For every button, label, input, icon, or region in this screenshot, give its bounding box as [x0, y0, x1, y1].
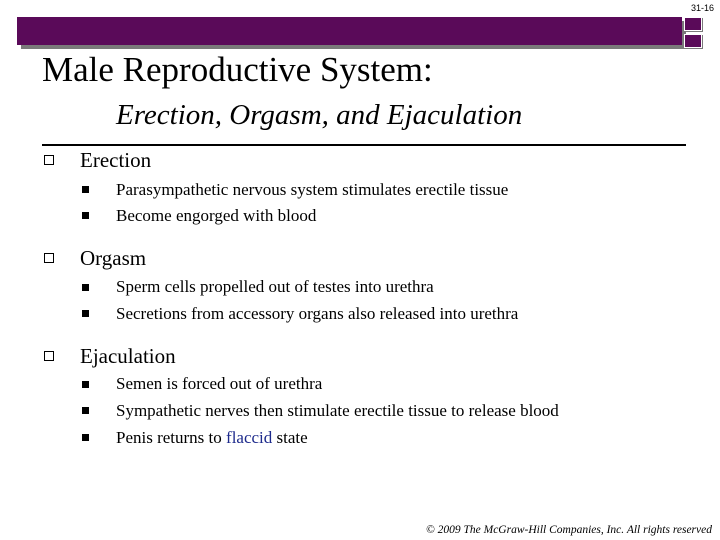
list-item: Semen is forced out of urethra [116, 374, 323, 393]
square-bullet-icon [82, 186, 89, 193]
header-bar [17, 17, 711, 47]
slide-number: 31-16 [690, 3, 714, 13]
list-item: Become engorged with blood [116, 206, 317, 225]
decorative-square-bottom [684, 34, 702, 48]
list-item: Sympathetic nerves then stimulate erectile tissue to release blood [116, 401, 559, 420]
square-bullet-icon [82, 381, 89, 388]
section-heading-ejaculation: Ejaculation [80, 344, 176, 368]
list-item: Secretions from accessory organs also released into urethra [116, 304, 519, 323]
slide-subtitle: Erection, Orgasm, and Ejaculation [116, 99, 523, 131]
square-bullet-icon [82, 407, 89, 414]
copyright-footer: © 2009 The McGraw-Hill Companies, Inc. All rights reserved [426, 524, 712, 536]
square-bullet-icon [82, 310, 89, 317]
decorative-square-top [684, 17, 702, 31]
header-bar-purple [17, 17, 682, 45]
list-item: Sperm cells propelled out of testes into urethra [116, 277, 434, 296]
section-heading-orgasm: Orgasm [80, 246, 147, 270]
slide-title: Male Reproductive System: [42, 50, 433, 89]
square-bullet-icon [82, 434, 89, 441]
hollow-square-bullet-icon [44, 253, 54, 263]
highlighted-term: flaccid [226, 428, 273, 447]
list-item-text: state [272, 428, 308, 447]
list-item [116, 428, 308, 448]
title-divider [42, 144, 686, 146]
hollow-square-bullet-icon [44, 155, 54, 165]
square-bullet-icon [82, 284, 89, 291]
list-item-text: Penis returns to [116, 428, 227, 447]
list-item: Parasympathetic nervous system stimulates erectile tissue [116, 180, 509, 199]
section-heading-erection: Erection [80, 148, 152, 172]
square-bullet-icon [82, 212, 89, 219]
hollow-square-bullet-icon [44, 351, 54, 361]
